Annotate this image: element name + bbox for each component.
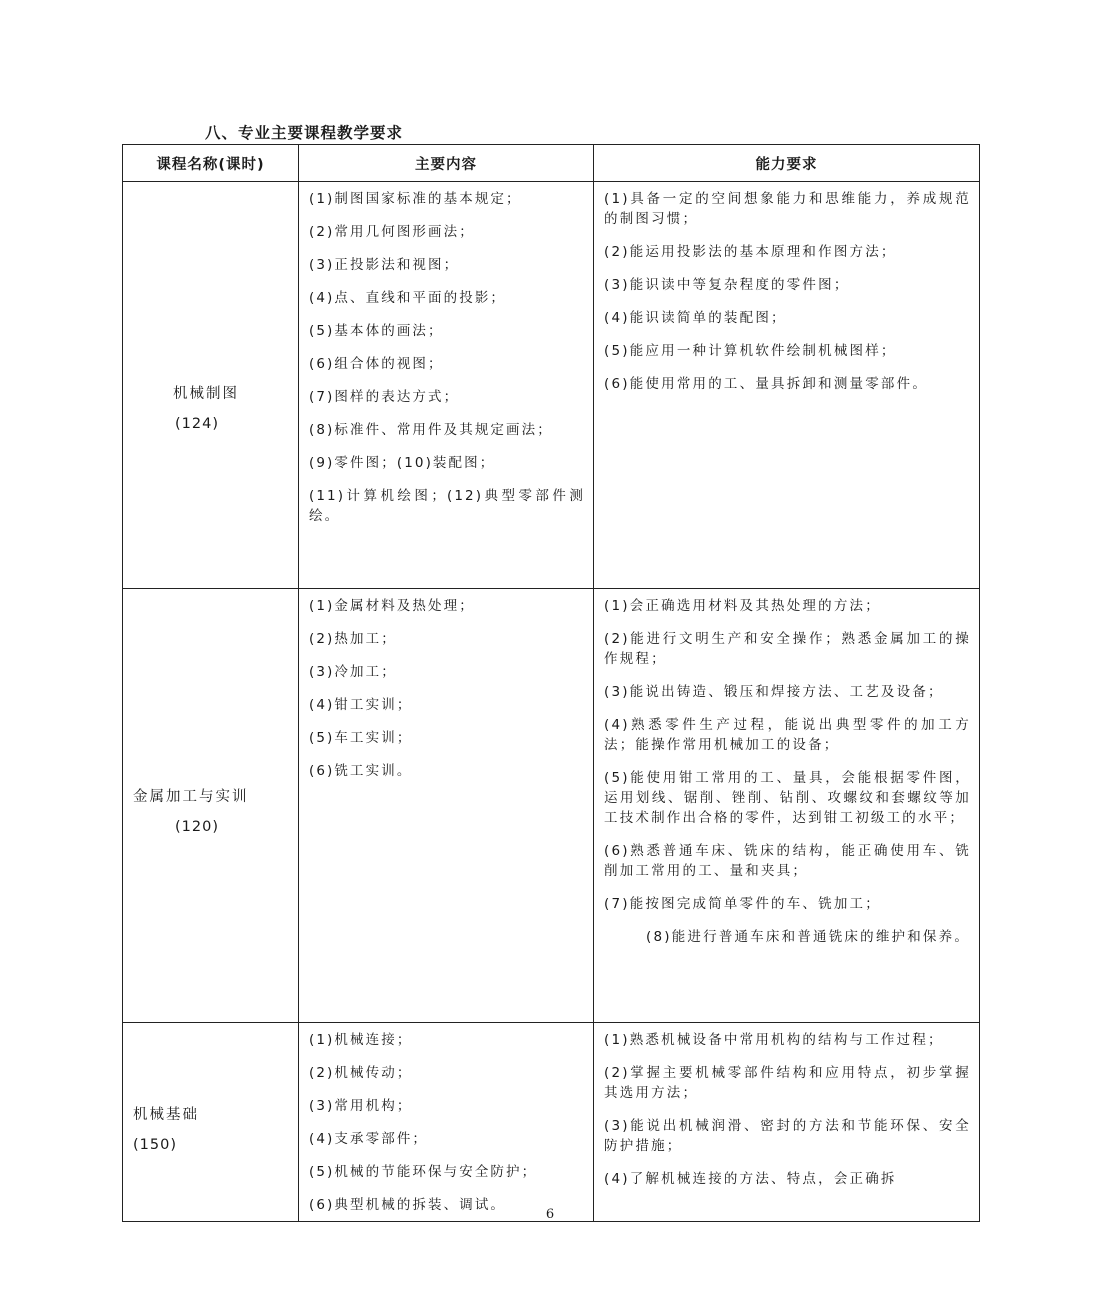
main-content-cell [299, 1023, 594, 1222]
content-list [299, 589, 593, 781]
list-item: (5)机械的节能环保与安全防护； [309, 1164, 538, 1180]
list-item: (2)能进行文明生产和安全操作；熟悉金属加工的操作规程； [604, 631, 971, 667]
ability-requirements-cell [594, 589, 980, 1023]
list-item: (5)能使用钳工常用的工、量具，会能根据零件图，运用划线、锯削、锉削、钻削、攻螺纹和套螺纹等加工技术制作出合格的零件，达到钳工初级工的水平； [604, 770, 971, 826]
list-item: (4)了解机械连接的方法、特点，会正确拆 [604, 1171, 897, 1187]
list-item: (1)具备一定的空间想象能力和思维能力，养成规范的制图习惯； [604, 191, 971, 227]
content-list [299, 1023, 593, 1215]
table-row [123, 182, 980, 589]
list-item: (3)能说出机械润滑、密封的方法和节能环保、安全防护措施； [604, 1118, 971, 1154]
main-content-cell [299, 589, 594, 1023]
list-item: (4)钳工实训； [309, 697, 413, 713]
course-name-cell [123, 589, 299, 1023]
list-item: (3)常用机构； [309, 1098, 413, 1114]
list-item: (8)能进行普通车床和普通铣床的维护和保养。 [646, 929, 971, 945]
list-item: (1)制图国家标准的基本规定； [309, 191, 522, 207]
main-content-cell [299, 182, 594, 589]
list-item: (6)组合体的视图； [309, 356, 444, 372]
list-item: (6)铣工实训。 [309, 763, 413, 779]
table-row [123, 589, 980, 1023]
list-item: (4)能识读简单的装配图； [604, 310, 787, 326]
list-item: (1)会正确选用材料及其热处理的方法； [604, 598, 881, 614]
list-item: (8)标准件、常用件及其规定画法； [309, 422, 553, 438]
list-item: (2)机械传动； [309, 1065, 413, 1081]
course-hours: (120) [175, 819, 219, 835]
list-item: (4)支承零部件； [309, 1131, 429, 1147]
list-item: (4)熟悉零件生产过程，能说出典型零件的加工方法；能操作常用机械加工的设备； [604, 717, 971, 753]
course-name-cell [123, 1023, 299, 1222]
list-item: (3)能识读中等复杂程度的零件图； [604, 277, 850, 293]
ability-requirements-cell [594, 182, 980, 589]
list-item: (3)正投影法和视图； [309, 257, 460, 273]
list-item: (4)点、直线和平面的投影； [309, 290, 507, 306]
list-item: (2)能运用投影法的基本原理和作图方法； [604, 244, 897, 260]
list-item: (1)金属材料及热处理； [309, 598, 475, 614]
ability-list [594, 589, 979, 947]
course-name-cell [123, 182, 299, 589]
list-item: (5)能应用一种计算机软件绘制机械图样； [604, 343, 897, 359]
list-item: (5)基本体的画法； [309, 323, 444, 339]
list-item: (1)熟悉机械设备中常用机构的结构与工作过程； [604, 1032, 944, 1048]
course-name: 机械制图 [173, 386, 239, 402]
page-number: 6 [545, 1207, 555, 1222]
ability-list [594, 182, 979, 394]
list-item: (3)能说出铸造、锻压和焊接方法、工艺及设备； [604, 684, 944, 700]
list-item: (6)能使用常用的工、量具拆卸和测量零部件。 [604, 376, 929, 392]
course-hours: (150) [133, 1137, 177, 1153]
content-list [299, 182, 593, 526]
ability-list [594, 1023, 979, 1189]
ability-requirements-cell [594, 1023, 980, 1222]
header-main-content: 主要内容 [299, 145, 594, 182]
list-item: (6)典型机械的拆装、调试。 [309, 1197, 507, 1213]
list-item: (3)冷加工； [309, 664, 397, 680]
list-item: (11)计算机绘图；(12)典型零部件测绘。 [309, 488, 585, 524]
list-item: (5)车工实训； [309, 730, 413, 746]
list-item: (2)热加工； [309, 631, 397, 647]
course-name: 金属加工与实训 [133, 789, 249, 805]
section-title: 八、专业主要课程教学要求 [205, 124, 404, 142]
list-item: (1)机械连接； [309, 1032, 413, 1048]
list-item: (2)常用几何图形画法； [309, 224, 475, 240]
list-item: (2)掌握主要机械零部件结构和应用特点，初步掌握其选用方法； [604, 1065, 971, 1101]
list-item: (9)零件图；(10)装配图； [309, 455, 496, 471]
header-course-name: 课程名称(课时) [123, 145, 299, 182]
list-item: (7)能按图完成简单零件的车、铣加工； [604, 896, 881, 912]
list-item: (6)熟悉普通车床、铣床的结构，能正确使用车、铣削加工常用的工、量和夹具； [604, 843, 971, 879]
table-row [123, 1023, 980, 1222]
course-requirements-table [122, 144, 980, 1222]
course-hours: (124) [175, 416, 219, 432]
header-ability-requirements: 能力要求 [594, 145, 980, 182]
table-header-row [123, 145, 980, 182]
course-name: 机械基础 [133, 1107, 199, 1123]
list-item: (7)图样的表达方式； [309, 389, 460, 405]
